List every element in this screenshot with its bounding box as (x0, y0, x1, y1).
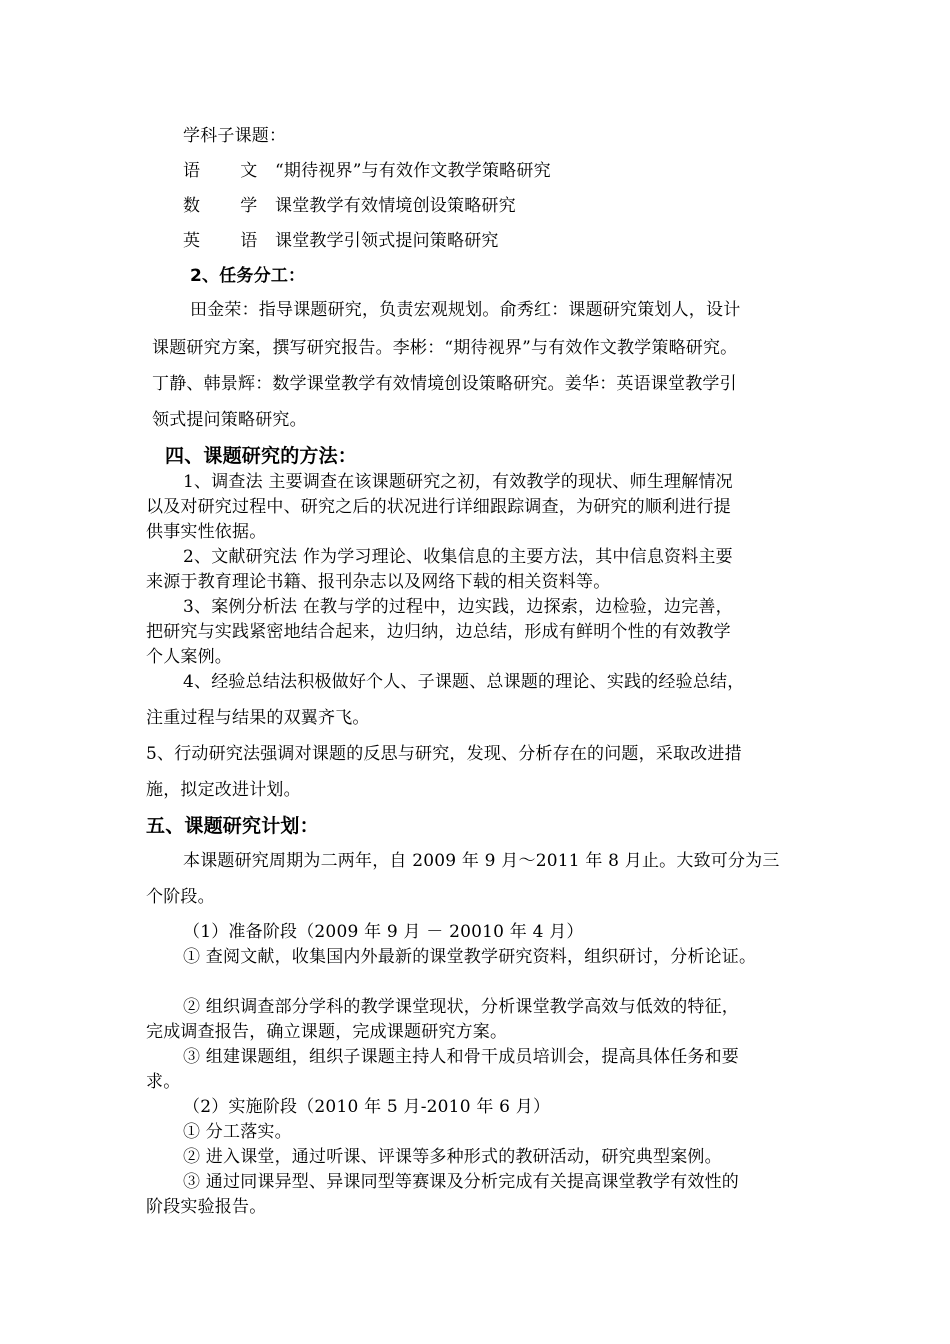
subtopic-title: “期待视界”与有效作文教学策略研究 (275, 161, 551, 181)
stage-2-line: ② 进入课堂，通过听课、评课等多种形式的教研活动，研究典型案例。 (183, 1147, 722, 1167)
method-line: 5、行动研究法强调对课题的反思与研究，发现、分析存在的问题，采取改进措 (146, 744, 742, 764)
subject-name: 语 文 (183, 161, 258, 181)
section-4-heading: 四、课题研究的方法： (165, 445, 358, 467)
task-line: 课题研究方案，撰写研究报告。李彬：“期待视界”与有效作文教学策略研究。 (152, 338, 738, 358)
method-line: 3、案例分析法 在教与学的过程中，边实践，边探索，边检验，边完善， (183, 597, 733, 617)
method-line: 施，拟定改进计划。 (146, 780, 301, 800)
subtopic-title: 课堂教学有效情境创设策略研究 (275, 196, 516, 216)
stage-1-line: 完成调查报告，确立课题，完成课题研究方案。 (146, 1022, 508, 1042)
method-line: 个人案例。 (146, 647, 232, 667)
subtopic-line (183, 160, 551, 182)
stage-1-line: ② 组织调查部分学科的教学课堂现状，分析课堂教学高效与低效的特征， (183, 997, 740, 1017)
task-line: 丁静、韩景辉：数学课堂教学有效情境创设策略研究。姜华：英语课堂教学引 (152, 374, 737, 394)
method-line: 1、调查法 主要调查在该课题研究之初，有效教学的现状、师生理解情况 (183, 472, 733, 492)
task-line: 领式提问策略研究。 (152, 410, 307, 430)
stage-1-line: ③ 组建课题组，组织子课题主持人和骨干成员培训会，提高具体任务和要 (183, 1047, 740, 1067)
stage-1-title: （1）准备阶段（2009 年 9 月 － 20010 年 4 月） (183, 922, 584, 942)
subtopic-title: 课堂教学引领式提问策略研究 (275, 231, 499, 251)
stage-1-line: ① 查阅文献，收集国内外最新的课堂教学研究资料，组织研讨，分析论证。 (183, 947, 757, 967)
plan-intro-line: 个阶段。 (146, 887, 215, 907)
task-line: 田金荣：指导课题研究，负责宏观规划。俞秀红：课题研究策划人，设计 (190, 300, 741, 320)
stage-2-line: 阶段实验报告。 (146, 1197, 267, 1217)
method-line: 以及对研究过程中、研究之后的状况进行详细跟踪调查，为研究的顺利进行提 (146, 497, 731, 517)
subject-name: 数 学 (183, 196, 258, 216)
method-line: 供事实性依据。 (146, 522, 267, 542)
stage-2-line: ① 分工落实。 (183, 1122, 292, 1142)
method-line: 来源于教育理论书籍、报刊杂志以及网络下载的相关资料等。 (146, 572, 611, 592)
method-line: 4、经验总结法积极做好个人、子课题、总课题的理论、实践的经验总结， (183, 672, 745, 692)
method-line: 把研究与实践紧密地结合起来，边归纳，边总结，形成有鲜明个性的有效教学 (146, 622, 731, 642)
subtopic-line (183, 230, 499, 252)
plan-intro-line: 本课题研究周期为二两年，自 2009 年 9 月～2011 年 8 月止。大致可分为三 (183, 851, 780, 871)
stage-2-line: ③ 通过同课异型、异课同型等赛课及分析完成有关提高课堂教学有效性的 (183, 1172, 740, 1192)
method-line: 注重过程与结果的双翼齐飞。 (146, 708, 370, 728)
stage-1-line: 求。 (146, 1072, 181, 1092)
section-5-heading: 五、课题研究计划： (146, 815, 319, 837)
subtopic-line (183, 195, 516, 217)
subject-name: 英 语 (183, 231, 258, 251)
stage-2-title: （2）实施阶段（2010 年 5 月-2010 年 6 月） (183, 1097, 551, 1117)
task-heading: 2、任务分工： (190, 266, 306, 286)
subtopics-heading: 学科子课题： (183, 126, 287, 146)
method-line: 2、文献研究法 作为学习理论、收集信息的主要方法，其中信息资料主要 (183, 547, 733, 567)
